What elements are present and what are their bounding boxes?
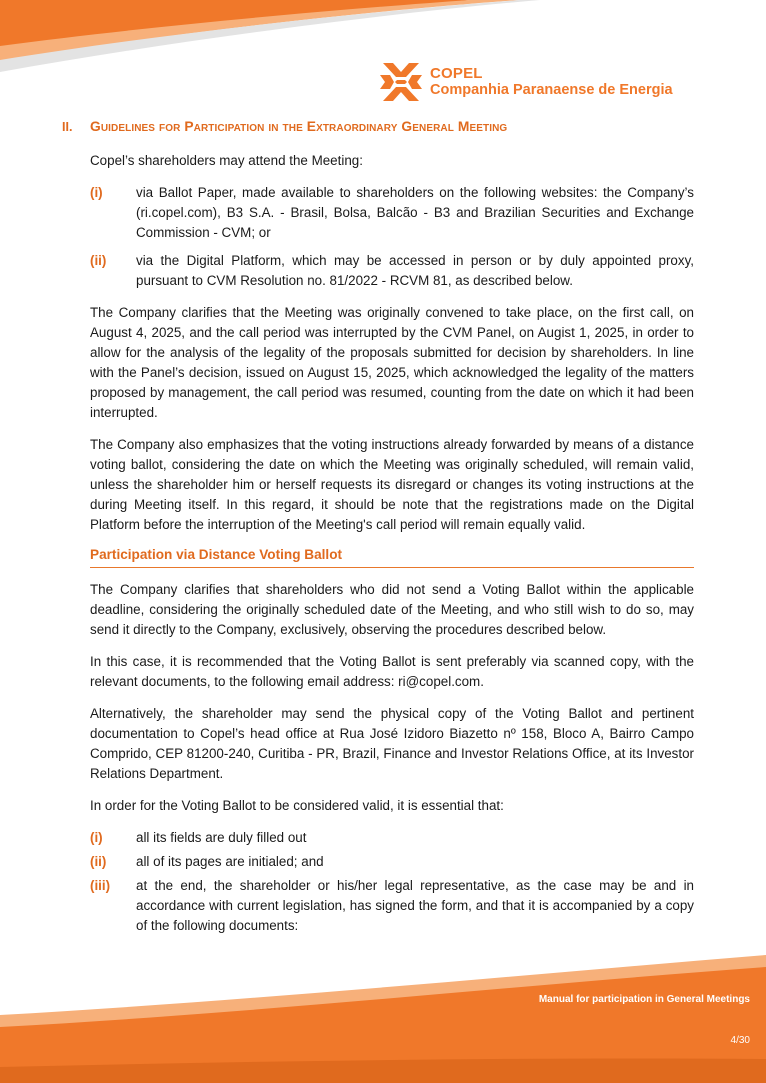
section-title: Guidelines for Participation in the Extraordinary General Meeting — [90, 119, 508, 134]
paragraph: In order for the Voting Ballot to be considered valid, it is essential that: — [90, 798, 504, 813]
list-item-text: via the Digital Platform, which may be accessed in person or by duly appointed proxy, pursuant to CVM Resolution no. 81/2022 - RCVM 81, as described below. — [136, 253, 694, 288]
subsection-heading: Participation via Distance Voting Ballot — [90, 545, 694, 568]
list-item-number: (iii) — [90, 878, 111, 893]
section-number: II. — [62, 120, 73, 134]
section-heading — [62, 117, 694, 137]
footer-swoosh — [0, 955, 766, 1083]
logo-full-name: Companhia Paranaense de Energia — [430, 82, 673, 98]
footer-title: Manual for participation in General Meetings — [538, 994, 750, 1005]
document-body — [62, 117, 694, 948]
list-item-number: (i) — [90, 830, 103, 845]
list-item — [90, 876, 694, 936]
list-item — [90, 828, 694, 848]
list-item-text: via Ballot Paper, made available to shareholders on the following websites: the Company’s (ri.copel.com), B3 S.A. - Brasil, Bolsa, Balcão - B3 and Brazilian Securities and Exchange Commission - CVM; or — [136, 185, 694, 240]
list-item — [90, 852, 694, 872]
list-item-text: at the end, the shareholder or his/her legal representative, as the case may be and in accordance with current legislation, has signed the form, and that it is accompanied by a copy of the following documents: — [136, 878, 694, 933]
list-item — [90, 183, 694, 243]
company-logo — [380, 60, 673, 104]
list-item-number: (i) — [90, 185, 103, 200]
page-number: 4/30 — [730, 1035, 750, 1046]
list-item-number: (ii) — [90, 253, 107, 268]
paragraph: The Company clarifies that the Meeting was originally convened to take place, on the first call, on August 4, 2025, and the call period was interrupted by the CVM Panel, on Augist 1, 2025, in order to allow for the analysis of the legality of the proposals submitted for decision by shareholders. In line with the Panel’s decision, issued on August 15, 2025, which acknowledged the legality of the matters proposed by management, the call period was resumed, counting from the date on which it had been interrupted. — [90, 305, 694, 420]
logo-name: COPEL — [430, 65, 483, 82]
list-item-text: all of its pages are initialed; and — [136, 854, 324, 869]
validity-requirements — [90, 828, 694, 936]
list-item-number: (ii) — [90, 854, 107, 869]
paragraph: In this case, it is recommended that the Voting Ballot is sent preferably via scanned copy, with the relevant documents, to the following email address: ri@copel.com. — [90, 654, 694, 689]
participation-options — [90, 183, 694, 291]
paragraph: Alternatively, the shareholder may send the physical copy of the Voting Ballot and pertinent documentation to Copel’s head office at Rua José Izidoro Biazetto nº 158, Bloco A, Bairro Campo Comprido, CEP 81200-240, Curitiba - PR, Brazil, Finance and Investor Relations Office, at its Investor Relations Department. — [90, 706, 694, 781]
list-item — [90, 251, 694, 291]
list-item-text: all its fields are duly filled out — [136, 830, 307, 845]
paragraph: The Company also emphasizes that the voting instructions already forwarded by means of a distance voting ballot, considering the date on which the Meeting was originally scheduled, will remain valid, unless the shareholder him or herself requests its disregard or changes its voting instructions at the during Meeting itself. In this regard, it should be note that the registrations made on the Digital Platform before the interruption of the Meeting's call period will remain equally valid. — [90, 437, 694, 532]
copel-logo-icon — [380, 61, 422, 103]
section-intro: Copel’s shareholders may attend the Meeting: — [90, 153, 363, 168]
paragraph: The Company clarifies that shareholders who did not send a Voting Ballot within the applicable deadline, considering the originally scheduled date of the Meeting, and who still wish to do so, may send it directly to the Company, exclusively, observing the procedures described below. — [90, 582, 694, 637]
